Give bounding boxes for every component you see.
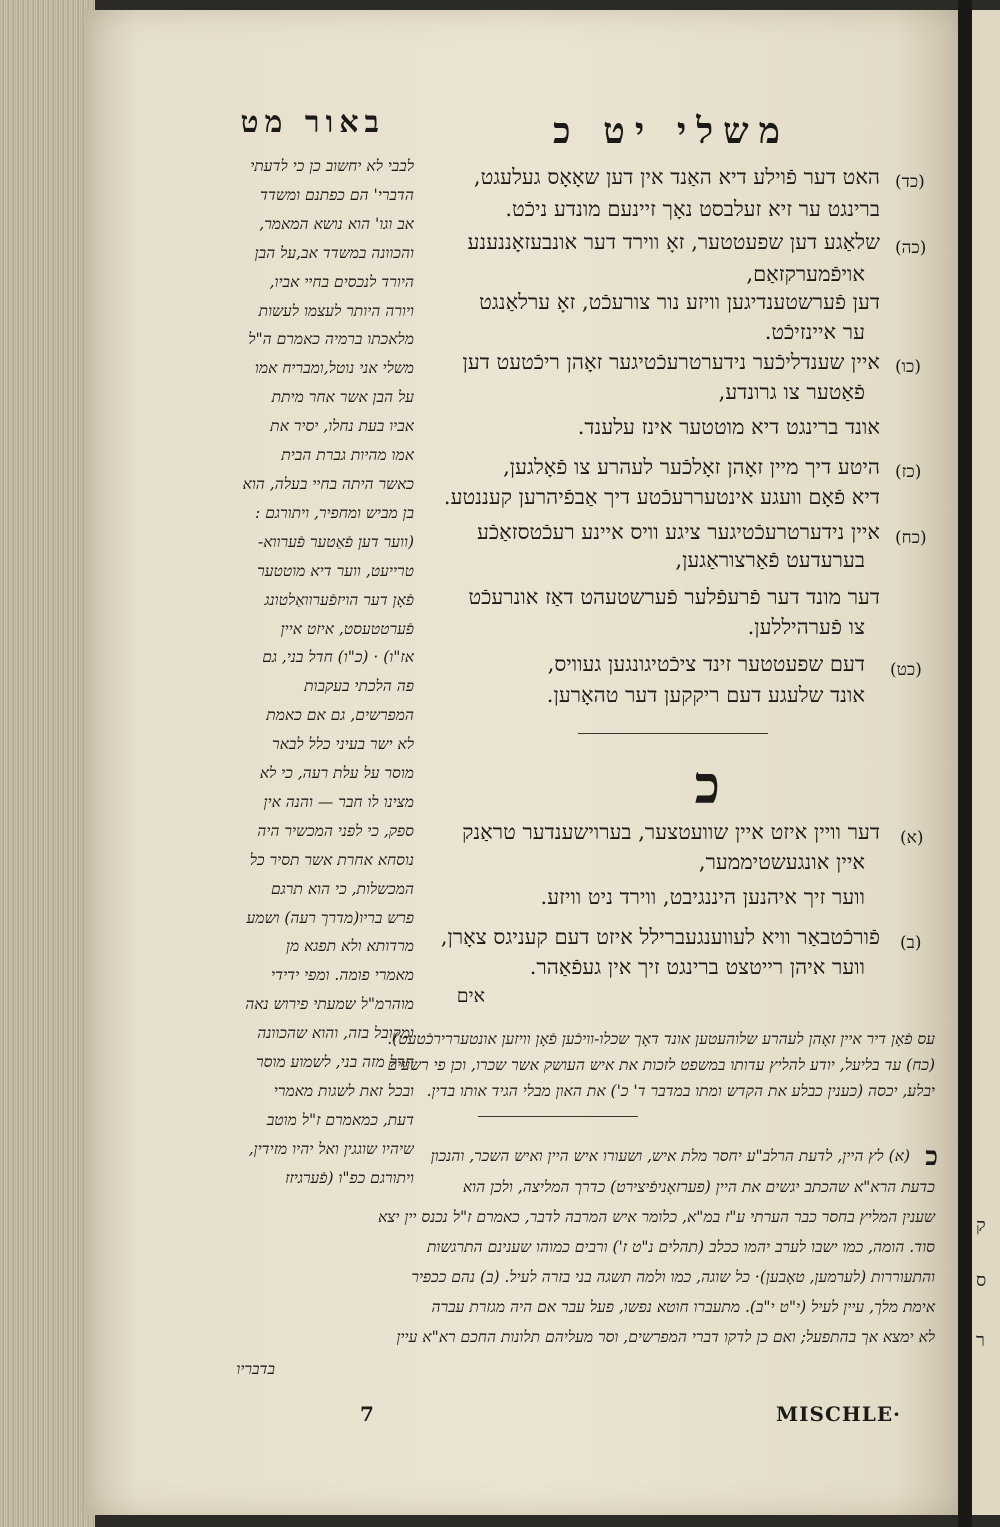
commentary-line: לא ישר בעיני כלל לבאר [271, 735, 414, 754]
book-page-edges [0, 0, 95, 1527]
commentary-line: מאמרי פומה. ומפי ידידי [271, 966, 414, 985]
catchword: אים [456, 985, 485, 1007]
commentary-line: אמו מהיות גברת הבית [281, 446, 414, 465]
commentary-line: אב וגו' הוא נושא המאמר, [259, 214, 414, 233]
running-title-commentary: באור מט [240, 105, 385, 140]
page-number: 7 [360, 1402, 374, 1426]
commentary-line: מוהרמ"ל שמעתי פירוש נאה [245, 995, 414, 1014]
next-page-fragment: ס [976, 1270, 987, 1291]
commentary-line: ויתורגם כפ"ו (פֿערגיזז [285, 1168, 414, 1187]
wide-commentary-line: יבלע, יכסה (כענין כבלע את הקדש ומתו במדבר ד' כ') את האון מבלי הגיד אותו בדין. [426, 1082, 935, 1100]
verse-line: צו פֿערהיללען. [747, 615, 865, 639]
commentary-line: ובכל זאת לשגות מאמרי [273, 1082, 414, 1100]
note-marker: כ [925, 1142, 938, 1172]
verse-number: (כח) [895, 528, 927, 548]
verse-line: בערעדעט פֿאַרצוראַגען, [675, 548, 865, 572]
chapter-letter: כ [694, 755, 720, 816]
verse-line: איין שענדליכֿער נידערטרעכֿטיגער זאָהן ריכֿטעט דען [462, 350, 880, 374]
commentary-line: על הבן אשר אחר מיתת [271, 388, 414, 407]
commentary-line: אביו בעת נחלו, יסיר את [270, 417, 414, 436]
wide-commentary-line: (כח) עד בליעל, יודע להליץ עדותו במשפט לזכות את איש העושק אשר שכרו, וכן פי רשעים [387, 1056, 935, 1074]
commentary-line: ספק, כי לפני המכשיר היה [257, 821, 414, 840]
note-line: סוד. הומה, כמו ישבו לערב יהמו ככלב (תהלים נ"ט ז') ורבים כמוהו שענינם התרגשות [426, 1238, 935, 1256]
verse-line: ווער איהן רייטצט ברינגט זיך אין געפֿאַהר. [529, 955, 865, 979]
commentary-line: ויורה היותר לעצמו לעשות [258, 301, 414, 320]
commentary-line: הדברי' הם כפתנם ומשדד [259, 185, 414, 204]
commentary-line: מלאכתו ברמיה כאמרם ה"ל [248, 330, 414, 349]
commentary-line: פֿערטטעסט, איזט איין [280, 619, 414, 638]
verse-number: (כט) [890, 660, 922, 680]
book-spine [958, 0, 972, 1527]
next-page-fragment: ר [976, 1330, 985, 1351]
verse-line: היטע דיך מיין זאָהן זאָלכֿער לעהרע צו פֿאָלגען, [503, 455, 880, 479]
commentary-line: בן מביש ומחפיר, ויתורגם : [255, 503, 414, 522]
wide-commentary-line: עס פֿאָן דיר איין זאָהן לעהרע שלוהעטען אונד דאָך שכלו-וויכֿען פֿאָן וויזען אונטעררירכֿטעט). [387, 1030, 935, 1048]
commentary-line: המפרשים, גם אם כאמת [266, 706, 414, 725]
commentary-line: ומקובל בזה, והוא שהכוונה [257, 1024, 414, 1043]
verse-line: אויפֿמערקזאַם, [746, 262, 865, 286]
note-line: שענין המליץ בחסר כבר הערתי ע"ז במ"א, כלומר איש המרבה לדבר, כאמרם ז"ל נכנס יין יצא [377, 1208, 935, 1226]
commentary-line: מצינו לו חבר — והנה אין [263, 792, 414, 811]
commentary-line: לבבי לא יחשוב כן כי לדעתי [250, 157, 414, 175]
verse-line: פֿאַטער צו גרונדע, [718, 380, 865, 404]
commentary-line: (ווער דען פֿאַטער פֿערווא- [257, 532, 414, 551]
commentary-line: פרש בריו(מדרך רעה) ושמע [246, 908, 414, 927]
commentary-line: היורד לנכסים בחיי אביו, [269, 272, 414, 291]
next-page-fragment: ק [976, 1215, 986, 1236]
verse-line: איין אונגעשטיממער, [698, 850, 865, 874]
verse-number: (כה) [895, 238, 927, 258]
commentary-line: משלי אני נוטל,ומבריח אמו [254, 359, 414, 378]
note-line: והתעוררות (לערמען, טאָבען)· כל שוגה, כמו ולמה תשגה בני בזרה לעיל. (ב) נהם ככפיר [411, 1268, 935, 1286]
commentary-line: והכוונה במשדד אב,על הבן [254, 243, 414, 262]
verse-line: שלאַגע דען שפעטטער, זאָ ווירד דער אונבעזאָננענע [467, 230, 880, 254]
verse-line: דער מונד דער פֿרעפֿלער פֿערשטעהט דאַז אונרעכֿט [468, 585, 880, 609]
running-title-main: משלי יט כ [553, 110, 790, 152]
book-title-footer: MISCHLE· [776, 1402, 902, 1426]
verse-line: איין נידערטרעכֿטיגער ציגע וויס איינע רעכֿטסזאַכֿע [477, 520, 880, 544]
commentary-line: אז"ו) · (כ"ו) חדל בני, גם [262, 648, 414, 667]
verse-line: אונד שלעגע דעם ריקקען דער טהאָרען. [546, 683, 865, 707]
verse-line: פֿורכֿטבאַר וויא לעווענגעברילל איזט דעם קעניגס צאָרן, [440, 925, 880, 949]
verse-number: (ב) [900, 933, 922, 953]
verse-line: ברינגט ער זיא זעלבסט נאָך זיינעם מונדע ניכֿט. [505, 197, 880, 221]
verse-line: אונד ברינגט דיא מוטטער אינז עלענד. [577, 415, 880, 439]
section-divider [578, 733, 768, 734]
verse-line: דען פֿערשטענדיגען וויזע נור צורעכֿט, זאָ ערלאַנגט [479, 290, 880, 314]
note-line: אימת מלך, עיין לעיל (י"ט י"ב). מתעברו חוטא נפשו, פעל עבר אם היה מגזרת עברה [431, 1298, 935, 1316]
note-line: כדעת הרא"א שהכתב יגשים את היין (פערזאָניפֿיצירט) כדרך המליצה, ולכן הוא [462, 1178, 935, 1196]
verse-number: (א) [900, 828, 924, 848]
commentary-line: פֿאָן דער הויזפֿערוואַלטונג [264, 590, 414, 609]
commentary-line: כאשר היתה בחיי בעלה, הוא [242, 474, 414, 493]
catchword: בדבריו [236, 1360, 275, 1378]
verse-line: ער איינזיכֿט. [764, 320, 865, 344]
verse-line: האט דער פֿוילע דיא האַנד אין דען שאָאָס געלעגט, [473, 165, 880, 189]
note-line: לא ימצא אך בהתפעל; ואם כן לדקו דברי המפרשים, וסר מעליהם תלונות החכם רא"א עיין [396, 1328, 935, 1346]
commentary-line: פה הלכתי בעקבות [304, 677, 414, 696]
verse-line: דער וויין איזט איין שוועטצער, בערוישענדער טראַנק [462, 820, 880, 844]
verse-number: (כד) [895, 172, 925, 192]
next-page-strip [972, 10, 1000, 1515]
commentary-line: דעת, כמאמרם ז"ל מוטב [266, 1110, 414, 1129]
commentary-line: שיהיו שוגגין ואל יהיו מזידין, [248, 1139, 414, 1158]
commentary-line: מוסר על עלת רעה, כי לא [259, 764, 414, 783]
verse-number: (כז) [895, 462, 922, 482]
commentary-line: המכשלות, כי הוא תרגם [270, 879, 414, 898]
note-line: (א) לץ היין, לדעת הרלב"ע יחסר מלת איש, ושעורו איש היין ואיש השכר, והנכון [430, 1147, 910, 1165]
verse-number: (כו) [895, 357, 921, 377]
notes-divider [478, 1116, 638, 1117]
commentary-line: חדל מזה בני, לשמוע מוסר [256, 1053, 414, 1072]
verse-line: דיא פֿאָם וועגע אינטעררעכֿטע דיך אַבפֿיהרען קעננטע. [443, 485, 880, 509]
verse-line: ווער זיך איהנען היננגיבט, ווירד ניט וויזע. [540, 885, 865, 909]
commentary-line: מרדותא ולא תפגא מן [286, 937, 414, 956]
commentary-line: נוסחא אחרת אשר תסיר כל [249, 850, 414, 869]
commentary-column [186, 152, 414, 1193]
verse-line: דעם שפעטטער זינד ציכֿטיגונגען געוויס, [547, 652, 865, 676]
commentary-line: טרייעט, ווער דיא מוטטער [257, 561, 414, 580]
